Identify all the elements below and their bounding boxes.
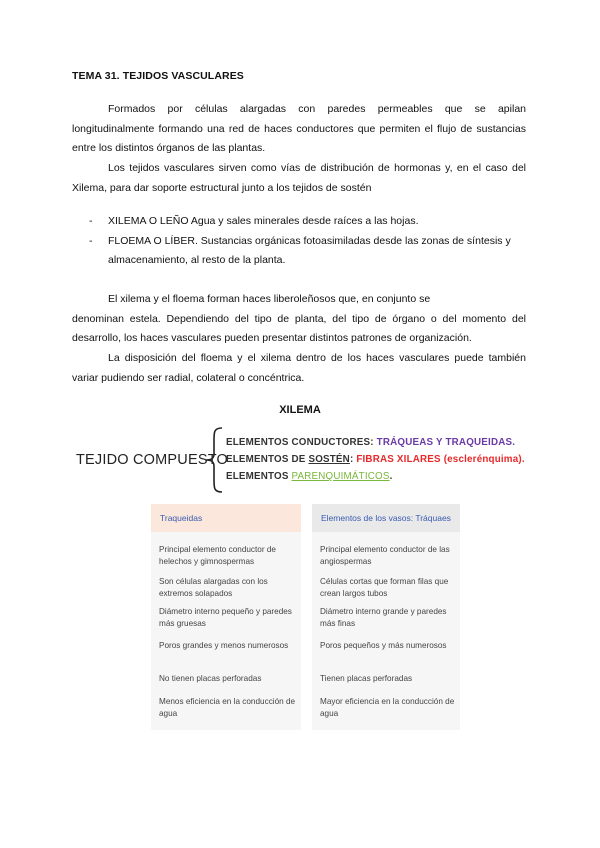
list-item [72,232,526,271]
scheme-left-label: TEJIDO COMPUESTO [76,452,228,468]
list-dash: - [89,234,93,247]
paragraph-1-text: Formados por células alargadas con paredes permeables que se apilan longitudinalmente formando una red de haces conductores que permiten el flujo de sustancias entre los distintos órganos de las plantas. [72,103,526,154]
scheme-row-parenchyma [226,468,525,485]
paragraph-2 [72,159,526,198]
row-label: ELEMENTOS [226,471,292,482]
scheme-row-conductors [226,434,525,451]
tissue-list [72,212,526,271]
table-cell: Principal elemento conductor de helechos y gimnospermas [159,545,276,566]
table-cell: Son células alargadas con los extremos solapados [159,577,268,598]
paragraph-4 [72,349,526,388]
paragraph-1 [72,100,526,159]
row-colon: : [349,454,357,465]
paragraph-3-rest: denominan estela. Dependiendo del tipo de planta, del tipo de órgano o del momento del desarrollo, los haces vasculares pueden presentar distintos patrones de organización. [72,312,526,344]
table-cell: Poros pequeños y más numerosos [320,641,447,650]
list-item-text: FLOEMA O LÍBER. Sustancias orgánicas fotoasimiladas desde las zonas de síntesis y almacenamiento, al resto de la planta. [108,234,511,266]
row-label-underlined: SOSTÉN [308,454,350,465]
row-period: . [389,471,393,482]
table-cell: Poros grandes y menos numerosos [159,641,289,650]
table-cell: Diámetro interno grande y paredes más finas [320,607,447,628]
row-value: FIBRAS XILARES (esclerénquima). [356,454,525,465]
table-cell: Células cortas que forman filas que crean largos tubos [320,577,449,598]
row-value: TRÁQUEAS Y TRAQUEIDAS. [376,437,516,448]
scheme-rows [226,434,525,485]
row-label: ELEMENTOS DE [226,454,309,465]
table-cell: Diámetro interno pequeño y paredes más gruesas [159,607,292,628]
figure-title: XILEMA [279,404,321,416]
table-cell: Principal elemento conductor de las angiospermas [320,545,450,566]
curly-brace-icon [202,426,224,494]
table-cell: Mayor eficiencia en la conducción de agua [320,697,455,718]
list-item-text: XILEMA O LEÑO Agua y sales minerales desde raíces a las hojas. [108,215,419,227]
comparison-column-vasos [312,504,460,730]
column-header: Traqueidas [151,504,301,532]
column-header: Elementos de los vasos: Tráquaes [312,504,460,532]
xylem-scheme [66,426,526,496]
paragraph-3 [72,290,526,349]
scheme-row-support [226,451,525,468]
comparison-column-traqueidas [151,504,301,730]
table-cell: Menos eficiencia en la conducción de agua [159,697,296,718]
paragraph-4-text: La disposición del floema y el xilema dentro de los haces vasculares puede también variar pudiendo ser radial, colateral o concéntrica. [72,352,526,384]
row-label: ELEMENTOS CONDUCTORES: [226,437,377,448]
table-cell: No tienen placas perforadas [159,674,262,683]
list-item [72,212,526,232]
list-dash: - [89,215,93,227]
paragraph-2-text: Los tejidos vasculares sirven como vías de distribución de hormonas y, en el caso del Xilema, para dar soporte estructural junto a los tejidos de sostén [72,162,526,194]
table-cell: Tienen placas perforadas [320,674,413,683]
paragraph-3-line-1: El xilema y el floema forman haces liberoleñosos que, en conjunto se [108,293,431,305]
section-heading: TEMA 31. TEJIDOS VASCULARES [72,70,244,82]
row-value: PARENQUIMÁTICOS [291,471,390,482]
